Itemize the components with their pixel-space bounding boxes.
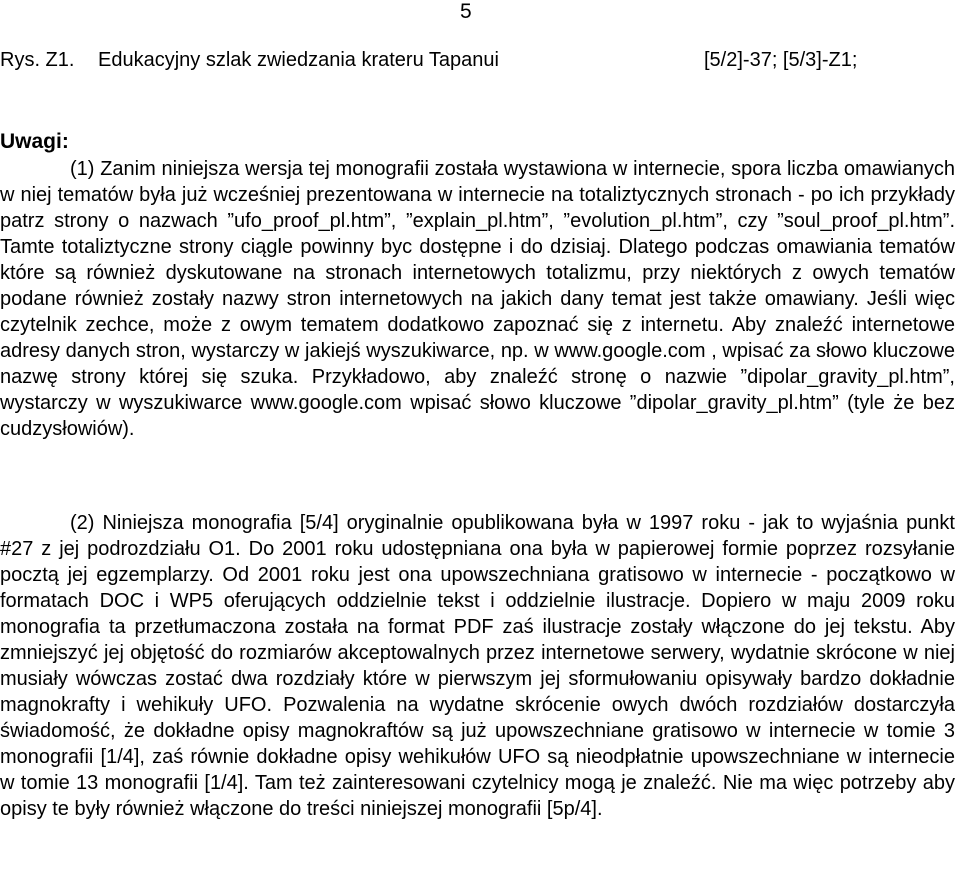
note-paragraph-2: (2) Niniejsza monografia [5/4] oryginalnie opublikowana była w 1997 roku - jak to wyjaśnia punkt #27 z jej podrozdziału O1. Do 2001 roku udostępniana ona była w papierowej formie poprzez rozsyłanie pocztą jej egzemplarzy. Od 2001 roku jest ona upowszechniana gratisowo w internecie - początkowo w formatach DOC i WP5 oferujących oddzielnie tekst i oddzielnie ilustracje. Dopiero w maju 2009 roku monografia ta przetłumaczona została na format PDF zaś ilustracje zostały włączone do jej tekstu. Aby zmniejszyć jej objętość do rozmiarów akceptowalnych przez internetowe serwery, wydatnie skrócone w niej musiały wówczas zostać dwa rozdziały które w pierwszym jej sformułowaniu opisywały bardzo dokładnie magnokrafty i wehikuły UFO. Pozwalenia na wydatne skrócenie owych dwóch rozdziałów dostarczyła świadomość, że dokładne opisy magnokraftów są już upowszechniane gratisowo w internecie w tomie 3 monografii [1/4], zaś równie dokładne opisy wehikułów UFO są nieodpłatnie upowszechniane w internecie w tomie 13 monografii [1/4]. Tam też zainteresowani czytelnicy mogą je znaleźć. Nie ma więc potrzeby aby opisy te były również włączone do treści niniejszej monografii [5p/4]. — [0, 512, 955, 820]
figure-label: Rys. Z1. — [0, 49, 75, 71]
page-number: 5 — [460, 0, 472, 23]
figure-references: [5/2]-37; [5/3]-Z1; — [704, 49, 858, 71]
note-paragraph-1: (1) Zanim niniejsza wersja tej monografii została wystawiona w internecie, spora liczba omawianych w niej tematów była już wcześniej prezentowana w internecie na totaliztycznych stronach - po ich przykłady patrz strony o nazwach ”ufo_proof_pl.htm”, ”explain_pl.htm”, ”evolution_pl.htm”, czy ”soul_proof_pl.htm”. Tamte totaliztyczne strony ciągle powinny byc dostępne i do dzisiaj. Dlatego podczas omawiania tematów które są również dyskutowane na stronach internetowych totalizmu, przy niektórych z owych tematów podane również zostały nazwy stron internetowych na jakich dany temat jest także omawiany. Jeśli więc czytelnik zechce, może z owym tematem dodatkowo zapoznać się z internetu. Aby znaleźć internetowe adresy danych stron, wystarczy w jakiejś wyszukiwarce, np. w www.google.com , wpisać za słowo kluczowe nazwę strony której się szuka. Przykładowo, aby znaleźć stronę o nazwie ”dipolar_gravity_pl.htm”, wystarczy w wyszukiwarce www.google.com wpisać słowo kluczowe ”dipolar_gravity_pl.htm” (tyle że bez cudzysłowiów). — [0, 158, 955, 440]
figure-title: Edukacyjny szlak zwiedzania krateru Tapanui — [98, 49, 499, 71]
notes-heading: Uwagi: — [0, 130, 69, 153]
